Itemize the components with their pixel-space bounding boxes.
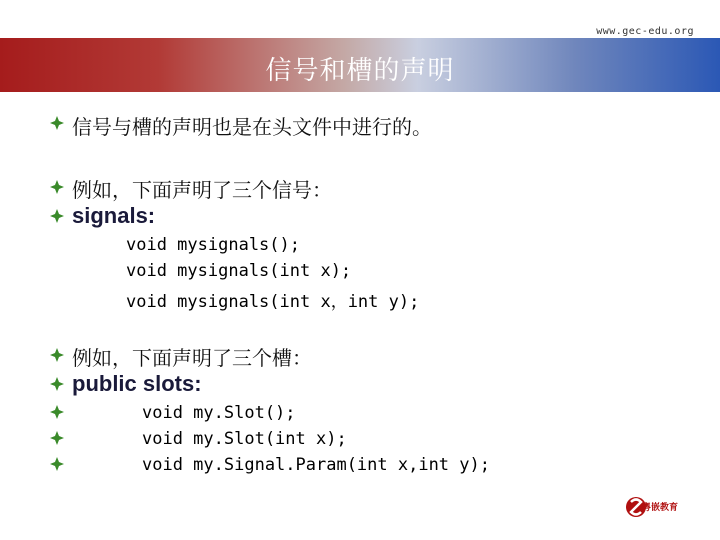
bullet-icon <box>50 180 64 194</box>
bullet-icon <box>50 209 64 223</box>
bullet-text-slots-example: 例如，下面声明了三个槽： <box>72 346 312 370</box>
logo-text: 粤嵌教育 <box>642 503 679 513</box>
code-line: void my.Slot(); <box>142 403 296 423</box>
bullet-text-signals-example: 例如，下面声明了三个信号： <box>72 178 332 202</box>
code-line: void mysignals(int x，int y); <box>126 292 420 312</box>
website-url: www.gec-edu.org <box>596 26 694 37</box>
bullet-icon <box>50 348 64 362</box>
slide-title: 信号和槽的声明 <box>265 56 455 86</box>
signals-keyword: signals: <box>72 203 156 228</box>
bullet-icon <box>50 116 64 130</box>
code-line: void mysignals(int x); <box>126 261 352 281</box>
code-line: void mysignals(); <box>126 235 300 255</box>
bullet-icon <box>50 405 64 419</box>
bullet-text-declaration: 信号与槽的声明也是在头文件中进行的。 <box>72 115 432 139</box>
code-line: void my.Slot(int x); <box>142 429 347 449</box>
bullet-icon <box>50 377 64 391</box>
code-line: void my.Signal.Param(int x,int y); <box>142 455 490 475</box>
bullet-icon <box>50 457 64 471</box>
bullet-icon <box>50 431 64 445</box>
public-slots-keyword: public slots: <box>72 371 202 396</box>
